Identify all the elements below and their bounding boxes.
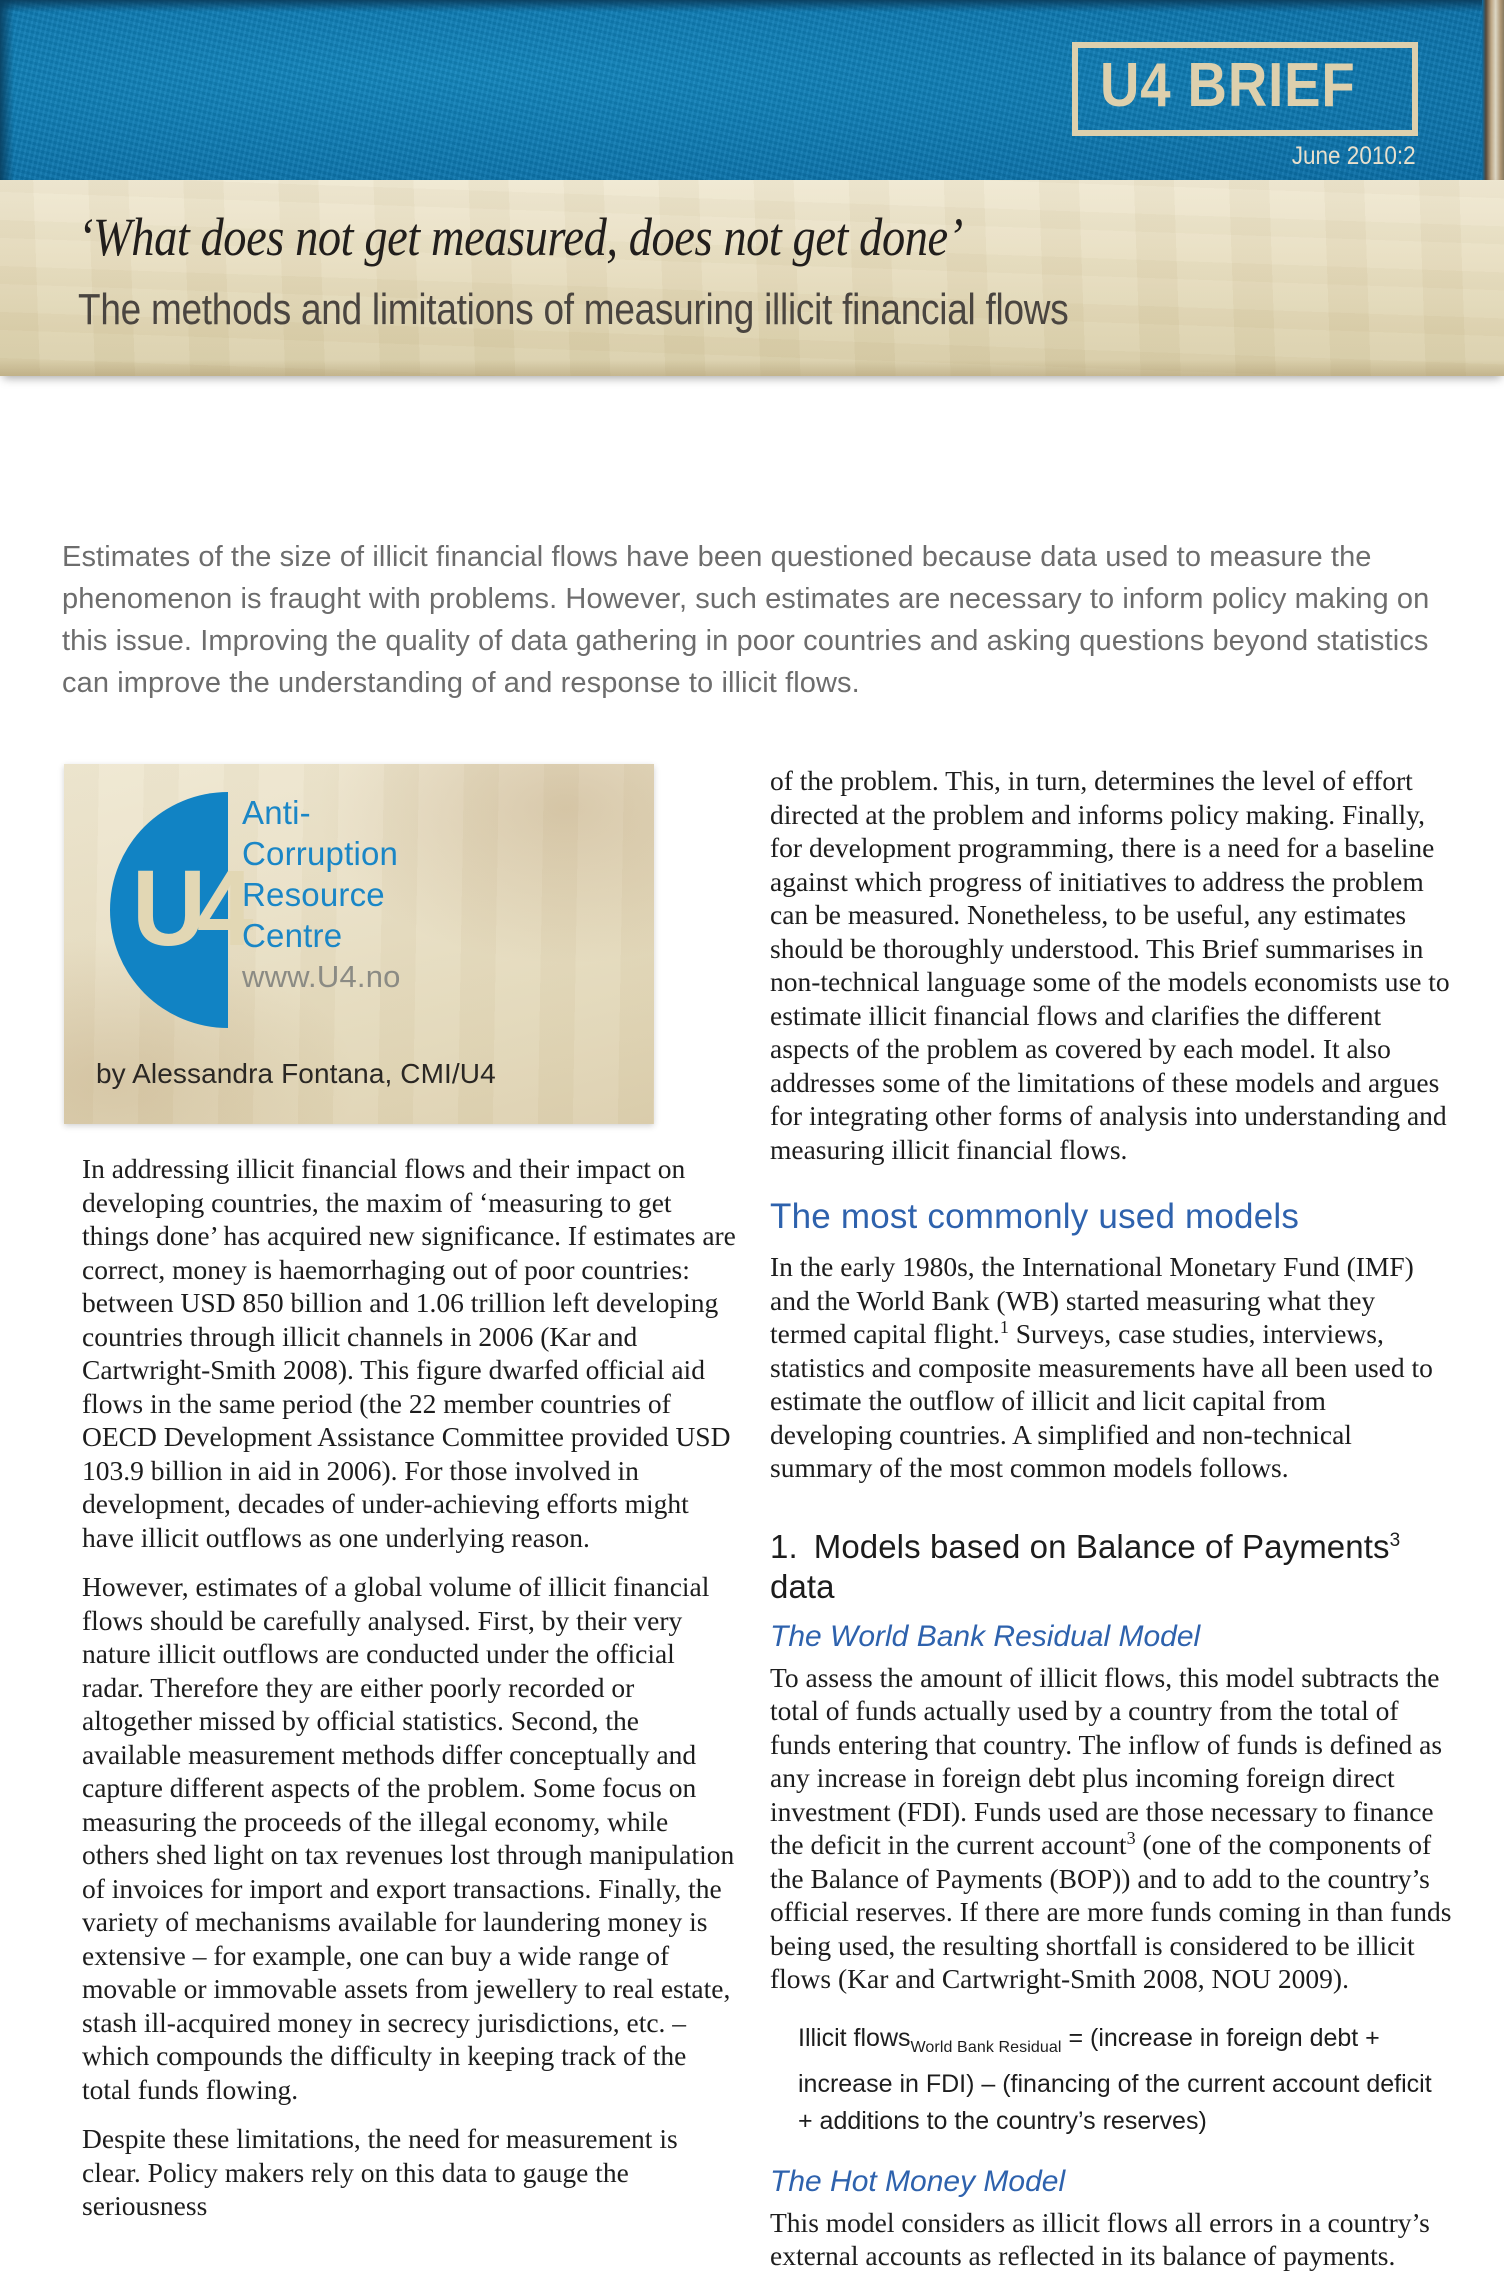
right-paragraph-models-intro	[770, 1250, 1452, 1485]
formula-lead: Illicit flows	[798, 2023, 911, 2052]
subheading-hot-money-model: The Hot Money Model	[770, 2164, 1066, 2198]
formula-rest: = (increase in foreign debt + increase in FDI) – (financing of the current account deficit + additions to the country’s reserves)	[798, 2023, 1432, 2135]
left-paragraph-1: In addressing illicit financial flows and their impact on developing countries, the maxim of ‘measuring to get things done’ has acquired new significance. If estimates are correct, money is haemorrhaging out of poor countries: between USD 850 billion and 1.06 trillion left developing countries through illicit channels in 2006 (Kar and Cartwright-Smith 2008). This figure dwarfed official aid flows in the same period (the 22 member countries of OECD Development Assistance Committee provided USD 103.9 billion in aid in 2006). For those involved in development, decades of under-achieving efforts might have illicit outflows as one underlying reason.	[82, 1153, 736, 1553]
model-1-text-b: (one of the components of the Balance of Payments (BOP)) and to add to the country’s official reserves. If there are more funds coming in than funds being used, the resulting shortfall is considered to be illicit flows (Kar and Cartwright-Smith 2008, NOU 2009).	[770, 1829, 1452, 1994]
right-paragraph-model-1	[770, 1661, 1452, 1996]
numbered-heading-1	[770, 1521, 1452, 1607]
formula-subscript: World Bank Residual	[910, 2038, 1062, 2056]
logo-line-3: Resource	[242, 876, 385, 913]
logo-line-1: Anti-	[242, 794, 311, 831]
left-column	[82, 764, 742, 2223]
logo-url: www.U4.no	[242, 959, 401, 994]
models-intro-text-b: Surveys, case studies, interviews, statistics and composite measurements have all been used to estimate the outflow of illicit and licit capital from developing countries. A simplified and non-technical summary of the most common models follows.	[770, 1318, 1433, 1483]
u4-mark-text: U4	[132, 847, 245, 968]
right-paragraph-model-2: This model considers as illicit flows all errors in a country’s external accounts as reflected in its balance of payments.	[770, 2206, 1430, 2271]
logo-line-2: Corruption	[242, 835, 399, 872]
formula-world-bank-residual	[798, 2020, 1452, 2140]
page-title: ‘What does not get measured, does not get done’	[78, 207, 963, 267]
u4-logo-card	[64, 764, 654, 1124]
right-intro-paragraph: of the problem. This, in turn, determines the level of effort directed at the problem and informs policy making. Finally, for development programming, there is a need for a baseline against which progress of initiatives to address the problem can be measured. Nonetheless, to be useful, any estimates should be thoroughly understood. This Brief summarises in non-technical language some of the models economists use to estimate illicit financial flows and clarifies the different aspects of the problem as covered by each model. It also addresses some of the limitations of these models and argues for integrating other forms of analysis into understanding and measuring illicit financial flows.	[770, 765, 1450, 1165]
heading-number: 1.	[770, 1527, 798, 1565]
footnote-ref-1: 1	[999, 1316, 1009, 1337]
heading-text-after: data	[770, 1567, 835, 1605]
banner-top-shadow	[0, 0, 1504, 12]
header-banner	[0, 0, 1504, 180]
right-column	[770, 764, 1452, 2273]
issue-date: June 2010:2	[1292, 142, 1416, 170]
page-subtitle: The methods and limitations of measuring illicit financial flows	[78, 285, 1069, 334]
section-heading-models: The most commonly used models	[770, 1197, 1300, 1236]
u4-logo-mark	[110, 792, 245, 1028]
subheading-world-bank-residual-model: The World Bank Residual Model	[770, 1619, 1201, 1653]
author-byline: by Alessandra Fontana, CMI/U4	[96, 1058, 496, 1089]
lead-paragraph: Estimates of the size of illicit financial flows have been questioned because data used to measure the phenomenon is fraught with problems. However, such estimates are necessary to inform policy making on this issue. Improving the quality of data gathering in poor countries and asking questions beyond statistics can improve the understanding of and response to illicit flows.	[62, 541, 1430, 699]
logo-line-4: Centre	[242, 917, 343, 954]
left-paragraph-3: Despite these limitations, the need for measurement is clear. Policy makers rely on this data to gauge the seriousness	[82, 2123, 678, 2221]
brief-title-box	[1072, 42, 1418, 136]
brief-title: U4 BRIEF	[1099, 51, 1356, 120]
left-paragraph-2: However, estimates of a global volume of illicit financial flows should be carefully analysed. First, by their very nature illicit outflows are conducted under the official radar. Therefore they are either poorly recorded or altogether missed by official statistics. Second, the available measurement methods differ conceptually and capture different aspects of the problem. Some focus on measuring the proceeds of the illegal economy, while others shed light on tax revenues lost through manipulation of invoices for import and export transactions. Finally, the variety of mechanisms available for laundering money is extensive – for example, one can buy a wide range of movable or immovable assets from jewellery to real estate, stash ill-acquired money in secrecy jurisdictions, etc. – which compounds the difficulty in keeping track of the total funds flowing.	[82, 1571, 735, 2105]
u4-logo-wordmark	[242, 792, 401, 998]
footnote-ref-3-body: 3	[1126, 1827, 1136, 1848]
banner-right-paper-edge	[1482, 0, 1504, 180]
models-intro-text-a: In the early 1980s, the International Monetary Fund (IMF) and the World Bank (WB) started measuring what they termed capital flight.	[770, 1251, 1414, 1349]
title-band	[0, 180, 1504, 376]
heading-text-before: Models based on Balance of Payments	[813, 1527, 1390, 1565]
model-1-text-a: To assess the amount of illicit flows, this model subtracts the total of funds actually used by a country from the total of funds entering that country. The inflow of funds is defined as any increase in foreign debt plus incoming foreign direct investment (FDI). Funds used are those necessary to finance the deficit in the current account	[770, 1661, 1443, 1860]
banner-left-shadow	[0, 0, 14, 180]
footnote-ref-3-heading: 3	[1389, 1529, 1401, 1551]
